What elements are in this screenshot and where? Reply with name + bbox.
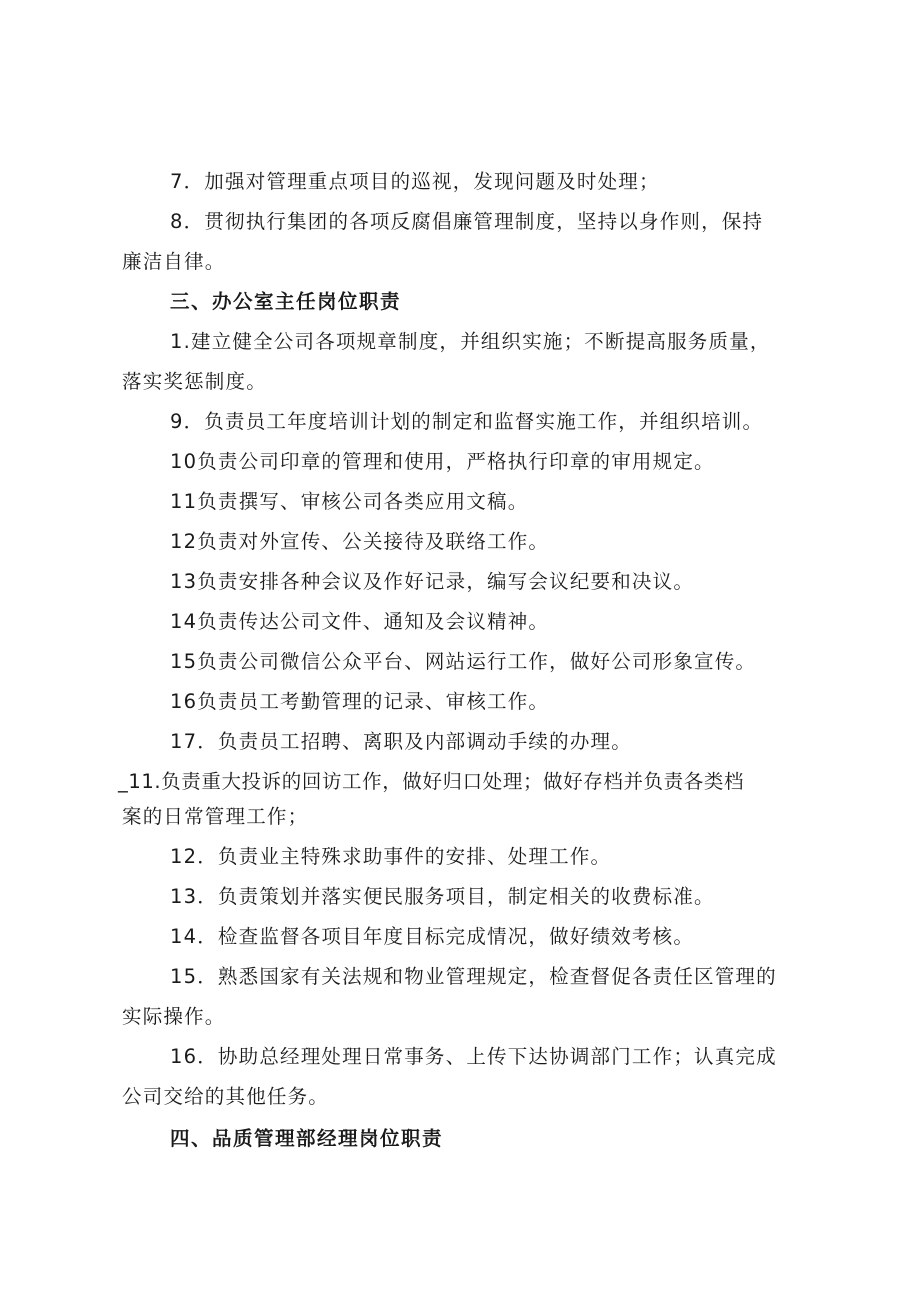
paragraph-line: 11负责撰写、审核公司各类应用文稿。 (170, 490, 529, 513)
paragraph-line: 10负责公司印章的管理和使用，严格执行印章的审用规定。 (170, 450, 715, 473)
paragraph-line: 16．协助总经理处理日常事务、上传下达协调部门工作；认真完成 (170, 1045, 777, 1068)
paragraph-line: 8．贯彻执行集团的各项反腐倡廉管理制度，坚持以身作则，保持 (170, 210, 764, 233)
paragraph-line: 廉洁自律。 (122, 250, 226, 273)
paragraph-line: 14．检查监督各项目年度目标完成情况，做好绩效考核。 (170, 925, 695, 948)
section-heading: 四、品质管理部经理岗位职责 (170, 1127, 444, 1150)
paragraph-line: _11.负责重大投诉的回访工作，做好归口处理；做好存档并负责各类档 (118, 770, 745, 793)
paragraph-line: 12负责对外宣传、公关接待及联络工作。 (170, 530, 550, 553)
paragraph-line: 14负责传达公司文件、通知及会议精神。 (170, 610, 550, 633)
paragraph-line: 7．加强对管理重点项目的巡视，发现问题及时处理； (170, 170, 660, 193)
paragraph-line: 13负责安排各种会议及作好记录，编写会议纪要和决议。 (170, 570, 695, 593)
paragraph-line: 案的日常管理工作； (122, 805, 309, 828)
paragraph-line: 17．负责员工招聘、离职及内部调动手续的办理。 (170, 730, 632, 753)
paragraph-line: 15负责公司微信公众平台、网站运行工作，做好公司形象宣传。 (170, 650, 757, 673)
paragraph-line: 公司交给的其他任务。 (122, 1085, 330, 1108)
paragraph-line: 9．负责员工年度培训计划的制定和监督实施工作，并组织培训。 (170, 410, 764, 433)
paragraph-line: 13．负责策划并落实便民服务项目，制定相关的收费标准。 (170, 885, 715, 908)
paragraph-line: 1.建立健全公司各项规章制度，并组织实施；不断提高服务质量， (170, 330, 771, 353)
paragraph-line: 16负责员工考勤管理的记录、审核工作。 (170, 690, 550, 713)
paragraph-line: 15．熟悉国家有关法规和物业管理规定，检查督促各责任区管理的 (170, 965, 777, 988)
paragraph-line: 实际操作。 (122, 1005, 226, 1028)
paragraph-line: 落实奖惩制度。 (122, 370, 267, 393)
paragraph-line: 12．负责业主特殊求助事件的安排、处理工作。 (170, 845, 612, 868)
section-heading: 三、办公室主任岗位职责 (170, 290, 402, 313)
